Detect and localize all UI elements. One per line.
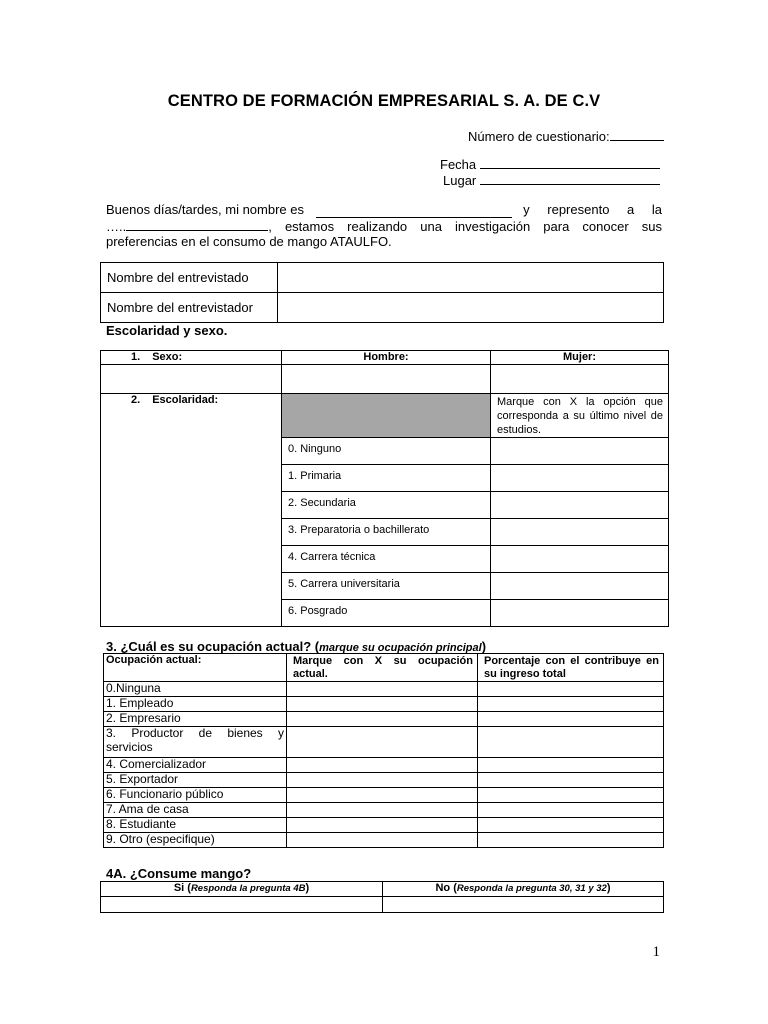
q4a-title: 4A. ¿Consume mango?	[106, 866, 252, 881]
intro-greeting: Buenos días/tardes, mi nombre es	[106, 202, 304, 217]
q3-title-note: marque su ocupación principal	[319, 642, 482, 654]
fecha-blank[interactable]	[480, 156, 660, 169]
q1-label: Sexo:	[152, 351, 183, 363]
occupation-percent-cell[interactable]	[478, 773, 664, 788]
occupation-mark-cell[interactable]	[287, 818, 478, 833]
q3-title-text: 3. ¿Cuál es su ocupación actual? (	[106, 639, 320, 654]
fecha-label: Fecha	[440, 157, 477, 172]
lugar-label: Lugar	[443, 173, 477, 188]
occupation-mark-cell[interactable]	[287, 697, 478, 712]
female-header: Mujer:	[491, 351, 669, 365]
education-mark-cell[interactable]	[491, 519, 669, 546]
sexo-empty-cell	[101, 365, 282, 394]
occupation-option: 3. Productor de bienes y servicios	[104, 727, 287, 758]
table-row	[104, 788, 664, 803]
education-mark-cell[interactable]	[491, 573, 669, 600]
education-mark-cell[interactable]	[491, 546, 669, 573]
interviewer-input[interactable]	[278, 293, 664, 323]
shaded-cell	[282, 394, 491, 438]
interviewer-label: Nombre del entrevistador	[101, 293, 278, 323]
sexo-cell	[101, 351, 282, 365]
education-option: 3. Preparatoria o bachillerato	[282, 519, 491, 546]
occupation-mark-cell[interactable]	[287, 682, 478, 697]
intro-line-1	[106, 202, 662, 218]
occupation-mark-cell[interactable]	[287, 712, 478, 727]
occupation-mark-cell[interactable]	[287, 758, 478, 773]
yes-note: Responda la pregunta 4B	[190, 883, 306, 894]
table-row	[101, 351, 669, 365]
occupation-table	[103, 653, 664, 848]
education-option: 1. Primaria	[282, 465, 491, 492]
yes-mark-cell[interactable]	[101, 897, 383, 913]
interviewee-input[interactable]	[278, 263, 664, 293]
occupation-header: Ocupación actual:	[104, 654, 287, 682]
section-escolaridad-title: Escolaridad y sexo.	[106, 323, 228, 338]
no-close: )	[606, 882, 611, 894]
occupation-option: 5. Exportador	[104, 773, 287, 788]
page-number: 1	[652, 944, 660, 960]
table-row	[104, 758, 664, 773]
occupation-option: 0.Ninguna	[104, 682, 287, 697]
education-option: 0. Ninguno	[282, 438, 491, 465]
lugar-field	[443, 172, 660, 188]
escolaridad-cell	[101, 394, 282, 627]
education-option: 2. Secundaria	[282, 492, 491, 519]
male-header: Hombre:	[282, 351, 491, 365]
occupation-percent-cell[interactable]	[478, 758, 664, 773]
occupation-option: 2. Empresario	[104, 712, 287, 727]
occupation-mark-cell[interactable]	[287, 833, 478, 848]
no-label: No (	[435, 882, 457, 894]
occupation-percent-cell[interactable]	[478, 697, 664, 712]
table-row	[101, 293, 664, 323]
questionnaire-number-label: Número de cuestionario:	[468, 129, 610, 144]
table-row	[104, 818, 664, 833]
q3-title	[106, 639, 486, 654]
intro-line-2	[106, 218, 662, 250]
male-checkbox-cell[interactable]	[282, 365, 491, 394]
organization-blank[interactable]	[126, 218, 268, 231]
table-row	[101, 882, 664, 897]
q2-number: 2.	[131, 394, 141, 406]
occupation-percent-cell[interactable]	[478, 788, 664, 803]
education-mark-cell[interactable]	[491, 600, 669, 627]
table-row	[104, 697, 664, 712]
yes-header	[101, 882, 383, 897]
occupation-option: 6. Funcionario público	[104, 788, 287, 803]
education-option: 5. Carrera universitaria	[282, 573, 491, 600]
q3-title-close: )	[481, 639, 487, 654]
occupation-option: 7. Ama de casa	[104, 803, 287, 818]
interviewee-label: Nombre del entrevistado	[101, 263, 278, 293]
interview-names-table	[100, 262, 664, 323]
intro-purpose: , estamos realizando una investigación para conocer sus preferencias en el consumo de mango ATAULFO.	[106, 218, 662, 249]
sex-education-table	[100, 350, 669, 627]
no-header	[383, 882, 664, 897]
yes-label: Si (	[173, 882, 191, 894]
q2-label: Escolaridad:	[152, 394, 219, 406]
education-mark-cell[interactable]	[491, 438, 669, 465]
occupation-percent-cell[interactable]	[478, 727, 664, 758]
interviewer-name-blank[interactable]	[316, 205, 512, 218]
table-row	[101, 365, 669, 394]
intro-paragraph	[106, 202, 662, 250]
occupation-mark-cell[interactable]	[287, 803, 478, 818]
occupation-mark-cell[interactable]	[287, 773, 478, 788]
fecha-field	[440, 156, 660, 172]
education-mark-cell[interactable]	[491, 492, 669, 519]
questionnaire-number-blank[interactable]	[610, 128, 664, 141]
occupation-percent-cell[interactable]	[478, 682, 664, 697]
table-row	[104, 727, 664, 758]
q1-number: 1.	[131, 351, 141, 363]
table-row	[104, 654, 664, 682]
table-row	[101, 263, 664, 293]
intro-dots: …..	[106, 218, 127, 234]
occupation-option: 4. Comercializador	[104, 758, 287, 773]
occupation-option: 8. Estudiante	[104, 818, 287, 833]
education-option: 6. Posgrado	[282, 600, 491, 627]
occupation-option: 1. Empleado	[104, 697, 287, 712]
no-mark-cell[interactable]	[383, 897, 664, 913]
table-row	[101, 897, 664, 913]
table-row	[104, 833, 664, 848]
table-row	[104, 682, 664, 697]
female-checkbox-cell[interactable]	[491, 365, 669, 394]
document-title: CENTRO DE FORMACIÓN EMPRESARIAL S. A. DE C.V	[167, 92, 601, 110]
table-row	[101, 394, 669, 438]
occupation-mark-cell[interactable]	[287, 788, 478, 803]
table-row	[104, 803, 664, 818]
mark-header: Marque con X su ocupación actual.	[287, 654, 478, 682]
table-row	[104, 773, 664, 788]
occupation-option: 9. Otro (especifique)	[104, 833, 287, 848]
intro-represent: y represento a la	[523, 202, 662, 217]
escolaridad-instruction: Marque con X la opción que corresponda a su último nivel de estudios.	[491, 394, 669, 438]
occupation-percent-cell[interactable]	[478, 803, 664, 818]
education-option: 4. Carrera técnica	[282, 546, 491, 573]
lugar-blank[interactable]	[480, 172, 660, 185]
occupation-percent-cell[interactable]	[478, 833, 664, 848]
yes-close: )	[305, 882, 310, 894]
percentage-header: Porcentaje con el contribuye en su ingreso total	[478, 654, 664, 682]
occupation-percent-cell[interactable]	[478, 712, 664, 727]
occupation-percent-cell[interactable]	[478, 818, 664, 833]
no-note: Responda la pregunta 30, 31 y 32	[456, 883, 607, 894]
table-row	[104, 712, 664, 727]
consume-mango-table	[100, 881, 664, 913]
questionnaire-number-field	[468, 128, 664, 144]
occupation-mark-cell[interactable]	[287, 727, 478, 758]
education-mark-cell[interactable]	[491, 465, 669, 492]
